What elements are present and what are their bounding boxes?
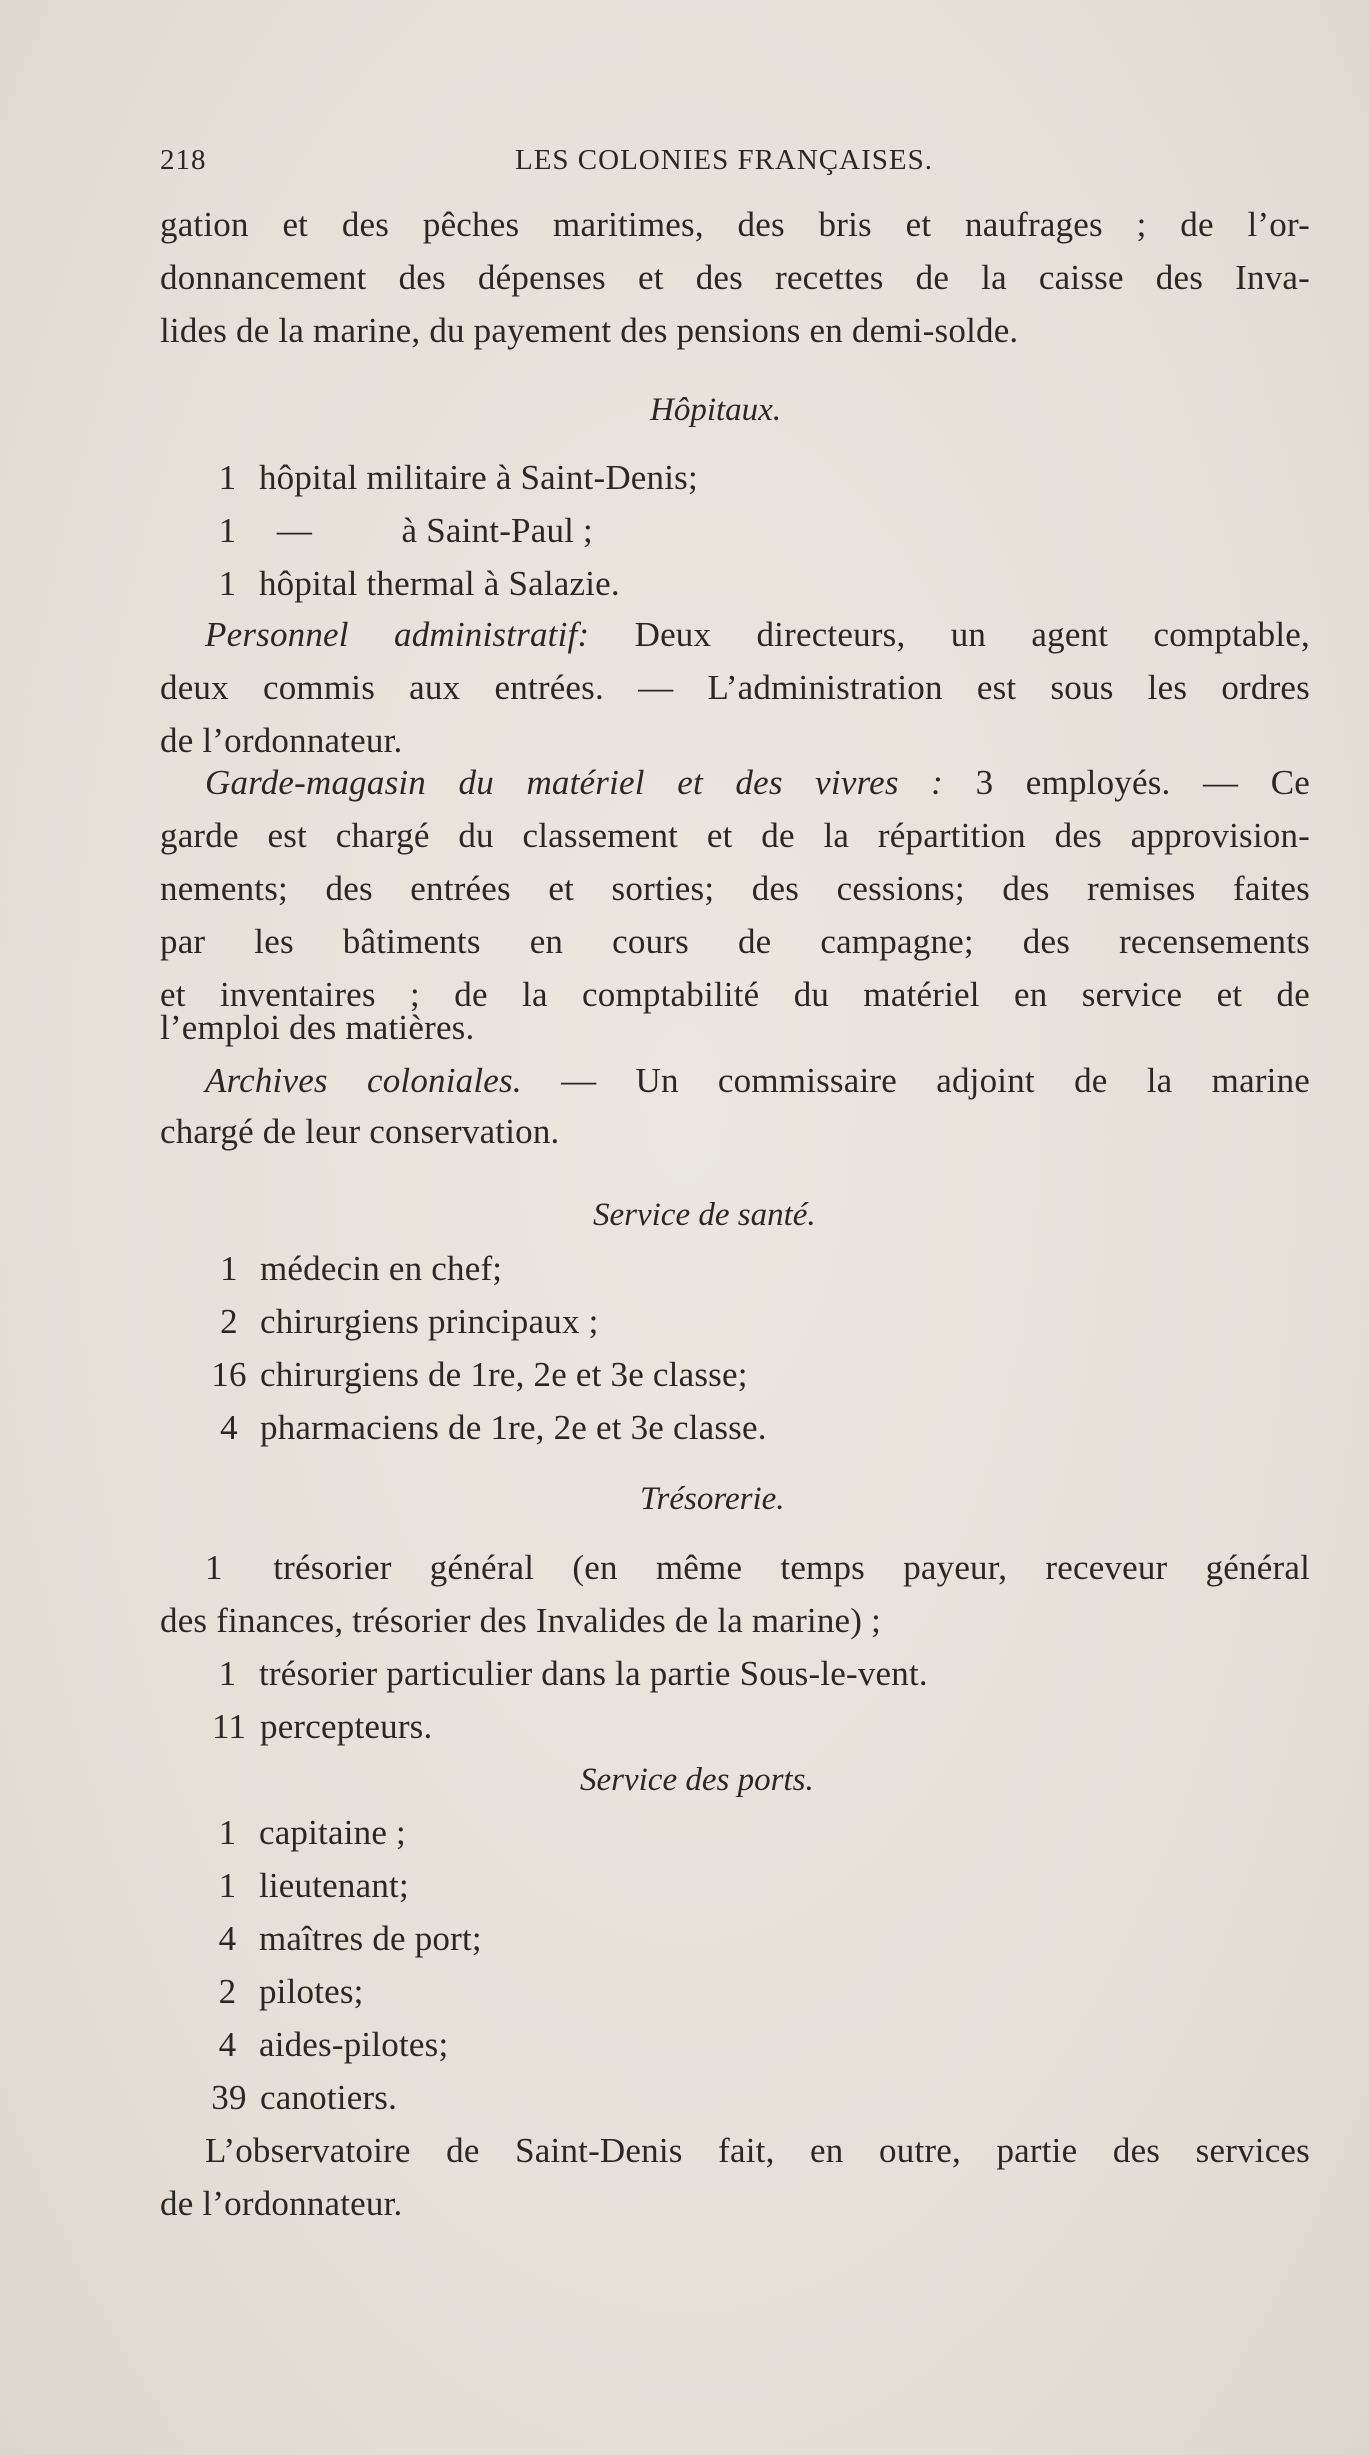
heading-sante: Service de santé. [593, 1197, 816, 1233]
list-item: 1 hôpital thermal à Salazie. [218, 564, 620, 603]
list-item: 4 maîtres de port; [218, 1919, 482, 1958]
archives-line-1: Archives coloniales. — Un commissaire adjoint de la marine [205, 1061, 1311, 1100]
list-item: 1 — à Saint-Paul ; [218, 511, 593, 550]
closing-line-1: L’observatoire de Saint-Denis fait, en outre, partie des services [205, 2131, 1310, 2170]
garde-line-4: par les bâtiments en cours de campagne; des recensements [160, 922, 1310, 961]
list-item: 16 chirurgiens de 1re, 2e et 3e classe; [211, 1355, 748, 1394]
list-item: 1 capitaine ; [218, 1813, 406, 1852]
closing-line-2: de l’ordonnateur. [160, 2184, 403, 2223]
personnel-line-3: de l’ordonnateur. [160, 721, 403, 760]
personnel-label: Personnel administratif: [205, 615, 590, 654]
list-item: 2 pilotes; [218, 1972, 364, 2011]
garde-line-3: nements; des entrées et sorties; des cessions; des remises faites [160, 869, 1310, 908]
intro-line-1: gation et des pêches maritimes, des bris et naufrages ; de l’or- [160, 205, 1310, 244]
list-item: 2 chirurgiens principaux ; [220, 1302, 599, 1341]
list-item: 39 canotiers. [211, 2078, 398, 2117]
personnel-line-2: deux commis aux entrées. — L’administration est sous les ordres [160, 668, 1310, 707]
tresorerie-line-2: des finances, trésorier des Invalides de la marine) ; [160, 1601, 882, 1640]
garde-line-2: garde est chargé du classement et de la répartition des approvision- [160, 816, 1310, 855]
list-item: 4 aides-pilotes; [218, 2025, 449, 2064]
running-title: LES COLONIES FRANÇAISES. [515, 144, 933, 176]
list-item: 4 pharmaciens de 1re, 2e et 3e classe. [220, 1408, 767, 1447]
list-item: 1 médecin en chef; [220, 1249, 503, 1288]
list-item: 1 lieutenant; [218, 1866, 409, 1905]
garde-line-6: l’emploi des matières. [160, 1008, 475, 1047]
list-item: 1 hôpital militaire à Saint-Denis; [218, 458, 698, 497]
archives-label: Archives coloniales. [205, 1061, 522, 1100]
garde-label: Garde-magasin du matériel et des vivres : [205, 763, 944, 802]
garde-line-5: et inventaires ; de la comptabilité du matériel en service et de [160, 975, 1310, 1014]
garde-line-1: Garde-magasin du matériel et des vivres : 3 employés. — Ce [205, 763, 1311, 802]
heading-hopitaux: Hôpitaux. [650, 392, 782, 428]
intro-line-2: donnancement des dépenses et des recettes de la caisse des Inva- [160, 258, 1310, 297]
page-number: 218 [160, 144, 207, 176]
intro-line-3: lides de la marine, du payement des pensions en demi-solde. [160, 311, 1019, 350]
tresorerie-line-1: 1 trésorier général (en même temps payeur, receveur général [205, 1548, 1310, 1587]
heading-tresorerie: Trésorerie. [640, 1481, 785, 1517]
list-item: 11 percepteurs. [211, 1707, 433, 1746]
heading-ports: Service des ports. [580, 1762, 814, 1798]
list-item: 1 trésorier particulier dans la partie Sous-le-vent. [218, 1654, 928, 1693]
archives-line-2: chargé de leur conservation. [160, 1112, 560, 1151]
personnel-line-1: Personnel administratif: Deux directeurs, un agent comptable, [205, 615, 1310, 654]
